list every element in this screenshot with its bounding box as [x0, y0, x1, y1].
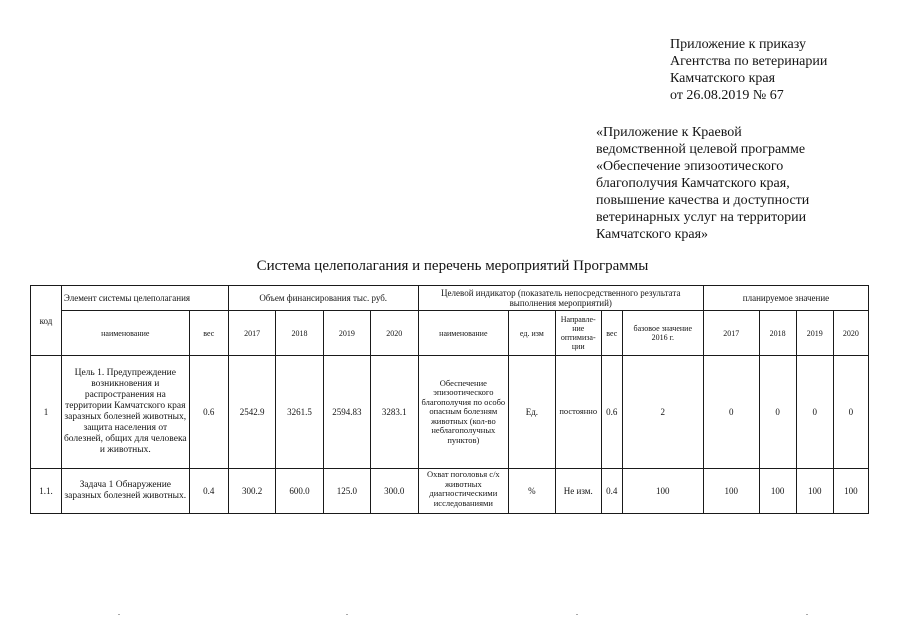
approval-line: Приложение к приказу: [670, 37, 806, 52]
appendix-line: ведомственной целевой программе: [596, 142, 806, 157]
row-indicator-weight: 0.6: [601, 356, 622, 469]
header-indicator-name: наименование: [418, 311, 509, 356]
header-indicator-weight: вес: [601, 311, 622, 356]
appendix-line: благополучия Камчатского края,: [596, 176, 790, 191]
row-funding-2017: 2542.9: [228, 356, 275, 469]
row-plan-2020: 100: [833, 469, 868, 514]
header-fund-year: 2020: [371, 311, 418, 356]
row-element-name: Задача 1 Обнаружение заразных болезней животных.: [61, 469, 189, 514]
row-indicator-direction: постоянно: [555, 356, 601, 469]
row-funding-2019: 125.0: [323, 469, 370, 514]
header-row-sub: [31, 311, 869, 356]
row-indicator-unit: %: [509, 469, 555, 514]
header-row-top: [31, 286, 869, 311]
row-plan-2017: 0: [703, 356, 759, 469]
appendix-line: ветеринарных услуг на территории: [596, 210, 807, 225]
row-plan-2019: 0: [796, 356, 833, 469]
scan-speck: .: [576, 608, 578, 617]
row-code: 1: [31, 356, 62, 469]
measures-table: [30, 285, 869, 514]
header-funding: Объем финансирования тыс. руб.: [228, 286, 418, 311]
header-plan-year: 2017: [703, 311, 759, 356]
header-plan-year: 2018: [759, 311, 796, 356]
header-fund-year: 2017: [228, 311, 275, 356]
row-indicator-base: 100: [622, 469, 703, 514]
scan-speck: .: [806, 608, 808, 617]
row-indicator-base: 2: [622, 356, 703, 469]
program-appendix-block: [596, 124, 809, 243]
row-indicator-name: Обеспечение эпизоотического благополучия по особо опасным болезням животных (кол-во неблагополучных пунктов): [418, 356, 509, 469]
header-element: Элемент системы целеполагания: [61, 286, 228, 311]
row-funding-2019: 2594.83: [323, 356, 370, 469]
header-indicator: Целевой индикатор (показатель непосредственного результата выполнения мероприятий): [418, 286, 703, 311]
appendix-line: «Обеспечение эпизоотического: [596, 159, 784, 174]
scan-speck: .: [346, 608, 348, 617]
approval-line: от 26.08.2019 № 67: [670, 88, 784, 103]
appendix-line: повышение качества и доступности: [596, 193, 810, 208]
row-funding-2018: 3261.5: [276, 356, 323, 469]
header-element-name: наименование: [61, 311, 189, 356]
approval-line: Агентства по ветеринарии: [670, 54, 828, 69]
header-planned: планируемое значение: [703, 286, 868, 311]
row-element-weight: 0.6: [189, 356, 228, 469]
header-indicator-base: базовое значение 2016 г.: [622, 311, 703, 356]
header-indicator-direction: Направле-ние оптимиза-ции: [555, 311, 601, 356]
document-title: Система целеполагания и перечень мероприятий Программы: [256, 258, 649, 274]
table-row-goal: [31, 356, 869, 469]
header-element-weight: вес: [189, 311, 228, 356]
approval-block: [670, 36, 827, 104]
header-plan-year: 2020: [833, 311, 868, 356]
row-indicator-direction: Не изм.: [555, 469, 601, 514]
header-fund-year: 2018: [276, 311, 323, 356]
row-funding-2017: 300.2: [228, 469, 275, 514]
header-plan-year: 2019: [796, 311, 833, 356]
row-indicator-unit: Ед.: [509, 356, 555, 469]
header-fund-year: 2019: [323, 311, 370, 356]
header-code: код: [31, 286, 62, 356]
table-row-task: [31, 469, 869, 514]
row-funding-2020: 3283.1: [371, 356, 418, 469]
row-funding-2020: 300.0: [371, 469, 418, 514]
row-element-name: Цель 1. Предупреждение возникновения и распространения на территории Камчатского края заразных болезней животных, защита населения от болезней, общих для человека и животных.: [61, 356, 189, 469]
scan-speck: .: [118, 608, 120, 617]
row-funding-2018: 600.0: [276, 469, 323, 514]
row-indicator-name: Охват поголовья с/х животных диагностическими исследованиями: [418, 469, 509, 514]
row-code: 1.1.: [31, 469, 62, 514]
row-element-weight: 0.4: [189, 469, 228, 514]
row-indicator-weight: 0.4: [601, 469, 622, 514]
row-plan-2020: 0: [833, 356, 868, 469]
header-indicator-unit: ед. изм: [509, 311, 555, 356]
approval-line: Камчатского края: [670, 71, 776, 86]
appendix-line: «Приложение к Краевой: [596, 125, 742, 140]
row-plan-2018: 0: [759, 356, 796, 469]
row-plan-2018: 100: [759, 469, 796, 514]
row-plan-2019: 100: [796, 469, 833, 514]
appendix-line: Камчатского края»: [596, 227, 709, 242]
row-plan-2017: 100: [703, 469, 759, 514]
